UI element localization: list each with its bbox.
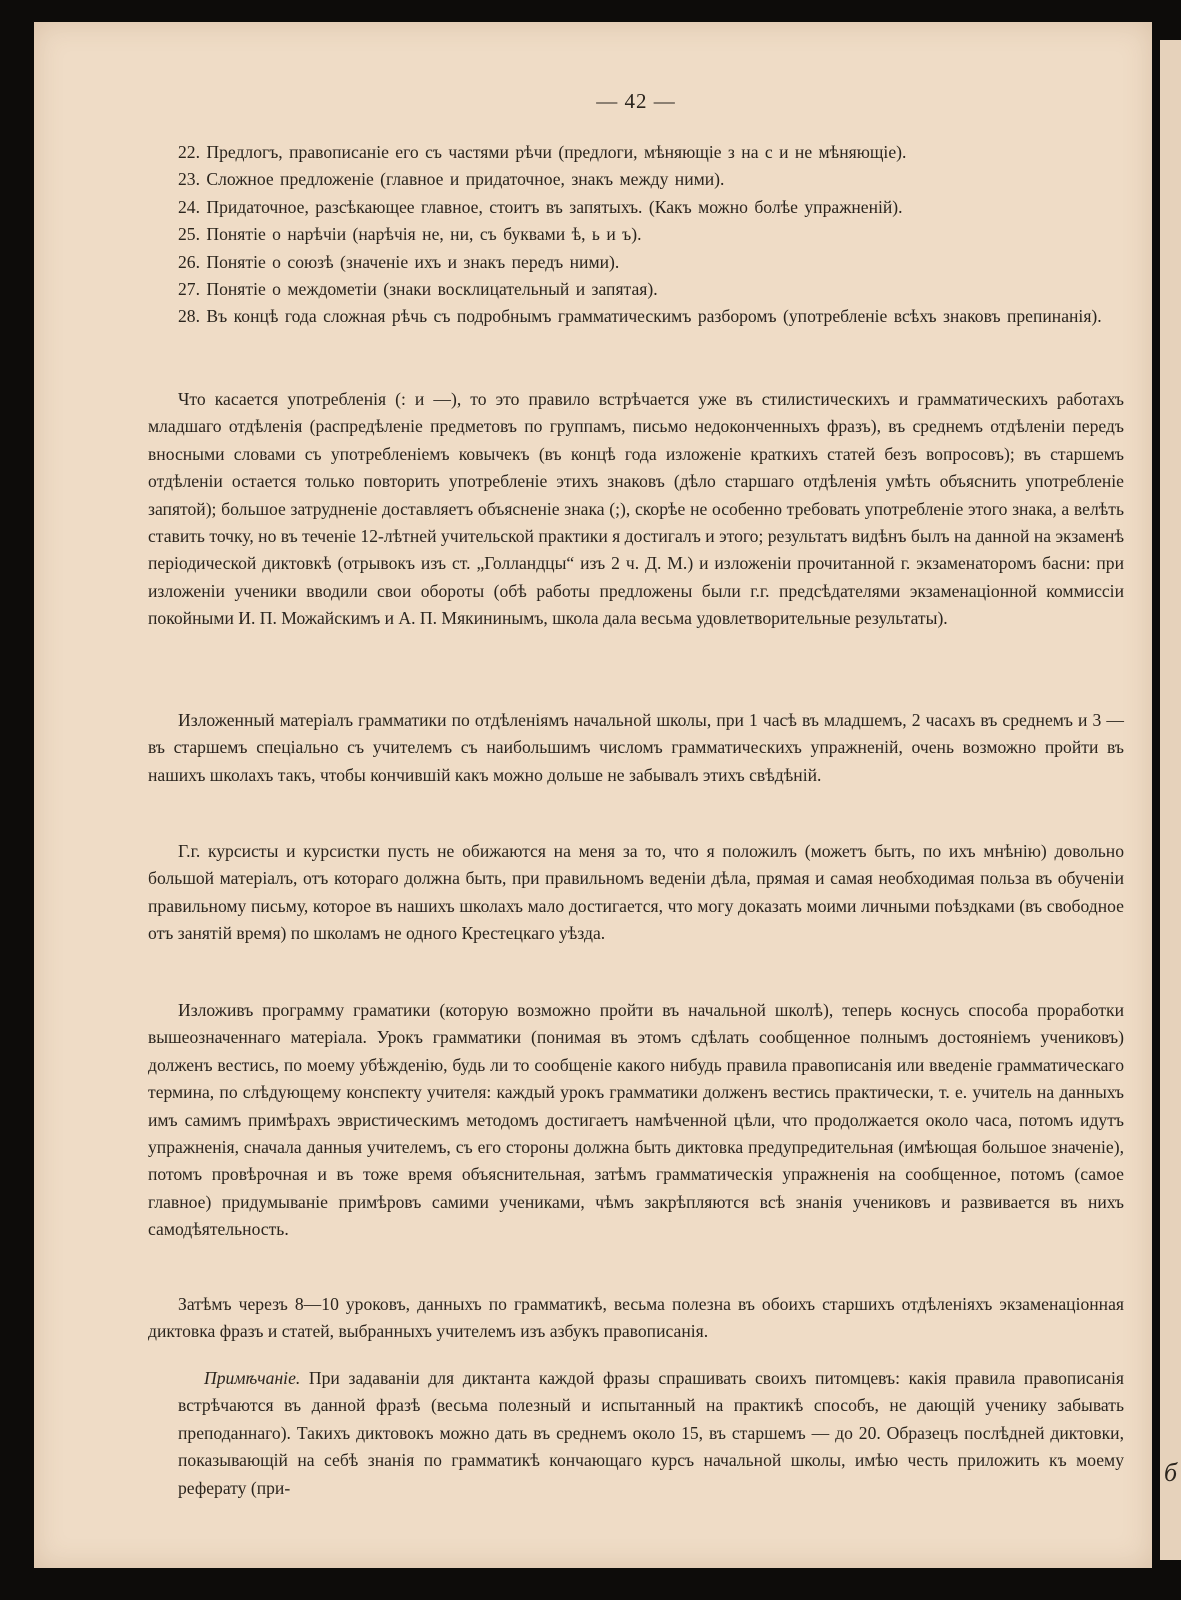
document-page [34, 22, 1152, 1568]
list-item: 27. Понятіе о междометіи (знаки восклицательный и запятая). [178, 279, 658, 300]
paragraph-material: Изложенный матеріалъ грамматики по отдѣленіямъ начальной школы, при 1 часѣ въ младшемъ, 2 часахъ въ среднемъ и 3 — въ старшемъ спеціально съ учителемъ съ наибольшимъ числомъ грамматическихъ упражненій, очень возможно пройти въ нашихъ школахъ такъ, чтобы кончившій какъ можно дольше не забывалъ этихъ свѣдѣній. [148, 710, 1124, 785]
paragraph-method: Изложивъ программу граматики (которую возможно пройти въ начальной школѣ), теперь коснусь способа проработки вышеозначеннаго матеріала. Урокъ грамматики (понимая въ этомъ сдѣлать сообщенное полнымъ достояніемъ учениковъ) долженъ вестись, по моему убѣжденію, будь ли то сообщеніе какого нибудь правила правописанія или введеніе грамматическаго термина, по слѣдующему конспекту учителя: каждый урокъ грамматики долженъ вестись практически, т. е. учитель на данныхъ имъ самимъ примѣрахъ эвристическимъ методомъ достигаетъ намѣченной цѣли, что продолжается около часа, потомъ идутъ упражненія, сначала данныя учителемъ, съ его стороны должна быть диктовка предупредительная (имѣющая большое значеніе), потомъ провѣрочная и въ тоже время объяснительная, затѣмъ грамматическія упражненія на сообщенное, потомъ (самое главное) придумываніе примѣровъ самими учениками, чѣмъ закрѣпляются всѣ знанія учениковъ и развивается въ нихъ самодѣятельность. [148, 1000, 1124, 1240]
paragraph-courses: Г.г. курсисты и курсистки пусть не обижаются на меня за то, что я положилъ (можетъ быть, по ихъ мнѣнію) довольно большой матеріалъ, отъ котораго должна быть, при правильномъ веденіи дѣла, прямая и самая необходимая польза въ обученіи правильному письму, которое въ нашихъ школахъ мало достигается, что могу доказать моими личными поѣздками (въ свободное отъ занятій время) по школамъ не одного Крестецкаго уѣзда. [148, 841, 1124, 944]
list-item: 23. Сложное предложеніе (главное и придаточное, знакъ между ними). [178, 169, 725, 190]
list-item: 22. Предлогъ, правописаніе его съ частями рѣчи (предлоги, мѣняющіе з на с и не мѣняющіе). [178, 142, 907, 162]
list-item: 25. Понятіе о нарѣчіи (нарѣчія не, ни, съ буквами ѣ, ь и ъ). [178, 224, 642, 245]
grammar-program-list [148, 139, 1124, 331]
paragraph-note [178, 1365, 1124, 1502]
note-label: Примѣчаніе. [204, 1368, 301, 1388]
paragraph-dictation: Затѣмъ черезъ 8—10 уроковъ, данныхъ по грамматикѣ, весьма полезна въ обоихъ старшихъ отдѣленіяхъ экзаменаціонная диктовка фразъ и статей, выбранныхъ учителемъ изъ азбукъ правописанія. [148, 1294, 1124, 1342]
list-item: 28. Въ концѣ года сложная рѣчь съ подробнымъ грамматическимъ разборомъ (употребленіе всѣхъ знаковъ препинанія). [178, 306, 1102, 327]
list-item: 24. Придаточное, разсѣкающее главное, стоитъ въ запятыхъ. (Какъ можно болѣе упражненій). [178, 196, 903, 217]
page-number: — 42 — [596, 89, 676, 113]
note-text: При задаваніи для диктанта каждой фразы спрашивать своихъ питомцевъ: какія правила правописанія встрѣчаются въ данной фразѣ (весьма полезный и испытанный на практикѣ способъ, не дающій ученику забывать преподаннаго). Такихъ диктовокъ можно дать въ среднемъ около 15, въ старшемъ — до 20. Образецъ послѣдней диктовки, показывающій на себѣ знанія по грамматикѣ кончающаго курсъ начальной школы, имѣю честь приложить къ моему реферату (при- [178, 1368, 1124, 1498]
next-page-edge-mark: б [1164, 1458, 1178, 1487]
next-page-edge [1160, 40, 1181, 1560]
paragraph-punctuation: Что касается употребленія (: и —), то это правило встрѣчается уже въ стилистическихъ и грамматическихъ работахъ младшаго отдѣленія (распредѣленіе предметовъ по группамъ, письмо недоконченныхъ фразъ), въ среднемъ отдѣленіи передъ вносными словами съ употребленіемъ ковычекъ (въ концѣ года изложеніе краткихъ статей безъ вопросовъ); въ старшемъ отдѣленіи остается только повторить употребленіе этихъ знаковъ (дѣло старшаго отдѣленія умѣть объяснить употребленіе запятой); большое затрудненіе доставляетъ объясненіе знака (;), скорѣе не особенно требовать употребленіе этого знака, а велѣть ставить точку, но въ теченіе 12-лѣтней учительской практики я достигалъ и этого; результатъ видѣнъ былъ на данной на экзаменѣ періодической диктовкѣ (отрывокъ изъ ст. „Голландцы“ изъ 2 ч. Д. М.) и изложеніи прочитанной г. экзаменаторомъ басни: при изложеніи ученики вводили свои обороты (обѣ работы предложены были г.г. предсѣдателями экзаменаціонной коммиссіи покойными И. П. Можайскимъ и А. П. Мякининымъ, школа дала весьма удовлетворительные результаты). [148, 389, 1124, 629]
list-item: 26. Понятіе о союзѣ (значеніе ихъ и знакъ передъ ними). [178, 251, 620, 272]
